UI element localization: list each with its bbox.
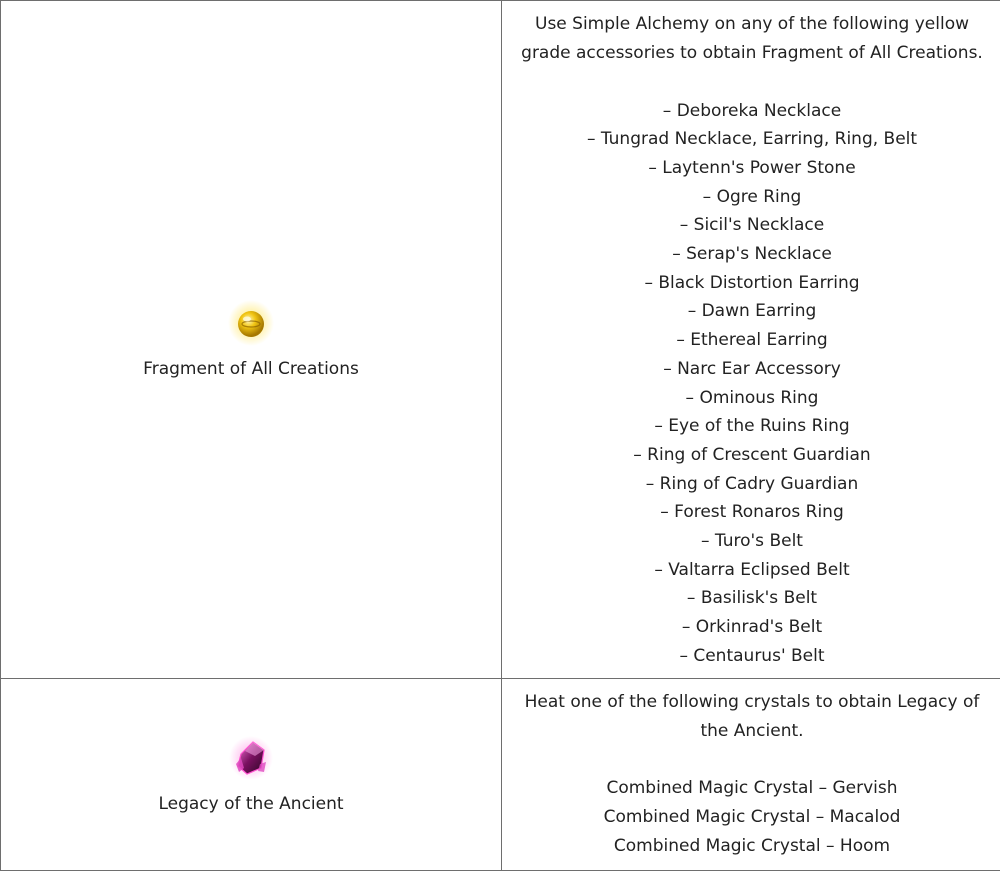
list-item: Combined Magic Crystal – Gervish (606, 778, 898, 799)
list-item: Combined Magic Crystal – Hoom (613, 835, 891, 856)
list-item: – Ethereal Earring (676, 330, 828, 351)
list-item: – Black Distortion Earring (644, 272, 860, 293)
description-cell (502, 1, 1000, 679)
list-item: – Ogre Ring (702, 186, 802, 207)
accessory-list (518, 97, 986, 671)
item-cell (1, 1, 502, 679)
golden-orb-icon (227, 299, 275, 347)
crystal-list (518, 774, 986, 860)
list-item: – Valtarra Eclipsed Belt (654, 559, 850, 580)
item-name: Legacy of the Ancient (158, 793, 344, 814)
magenta-crystal-icon (227, 734, 275, 782)
list-item: – Ring of Crescent Guardian (633, 444, 871, 465)
list-item: – Dawn Earring (687, 301, 817, 322)
list-item: – Turo's Belt (701, 531, 803, 552)
list-item: – Tungrad Necklace, Earring, Ring, Belt (586, 129, 918, 150)
list-item: – Orkinrad's Belt (681, 617, 823, 638)
list-item: – Laytenn's Power Stone (648, 157, 856, 178)
list-item: – Ominous Ring (685, 387, 819, 408)
list-item: – Centaurus' Belt (679, 645, 825, 666)
list-item: – Ring of Cadry Guardian (645, 473, 859, 494)
list-item: – Forest Ronaros Ring (660, 502, 844, 523)
list-item: Combined Magic Crystal – Macalod (603, 807, 901, 828)
list-item: – Deboreka Necklace (662, 100, 842, 121)
description-cell (502, 679, 1000, 871)
item-name: Fragment of All Creations (143, 358, 359, 379)
item-cell (1, 679, 502, 871)
list-item: – Sicil's Necklace (679, 215, 825, 236)
description-intro: Heat one of the following crystals to obtain Legacy of the Ancient. (524, 692, 980, 742)
table-row (1, 679, 1000, 871)
list-item: – Narc Ear Accessory (663, 358, 841, 379)
list-item: – Eye of the Ruins Ring (654, 416, 850, 437)
list-item: – Basilisk's Belt (686, 588, 818, 609)
list-item: – Serap's Necklace (672, 244, 832, 265)
description-intro: Use Simple Alchemy on any of the following yellow grade accessories to obtain Fragment of All Creations. (521, 14, 983, 64)
table-row (1, 1, 1000, 679)
